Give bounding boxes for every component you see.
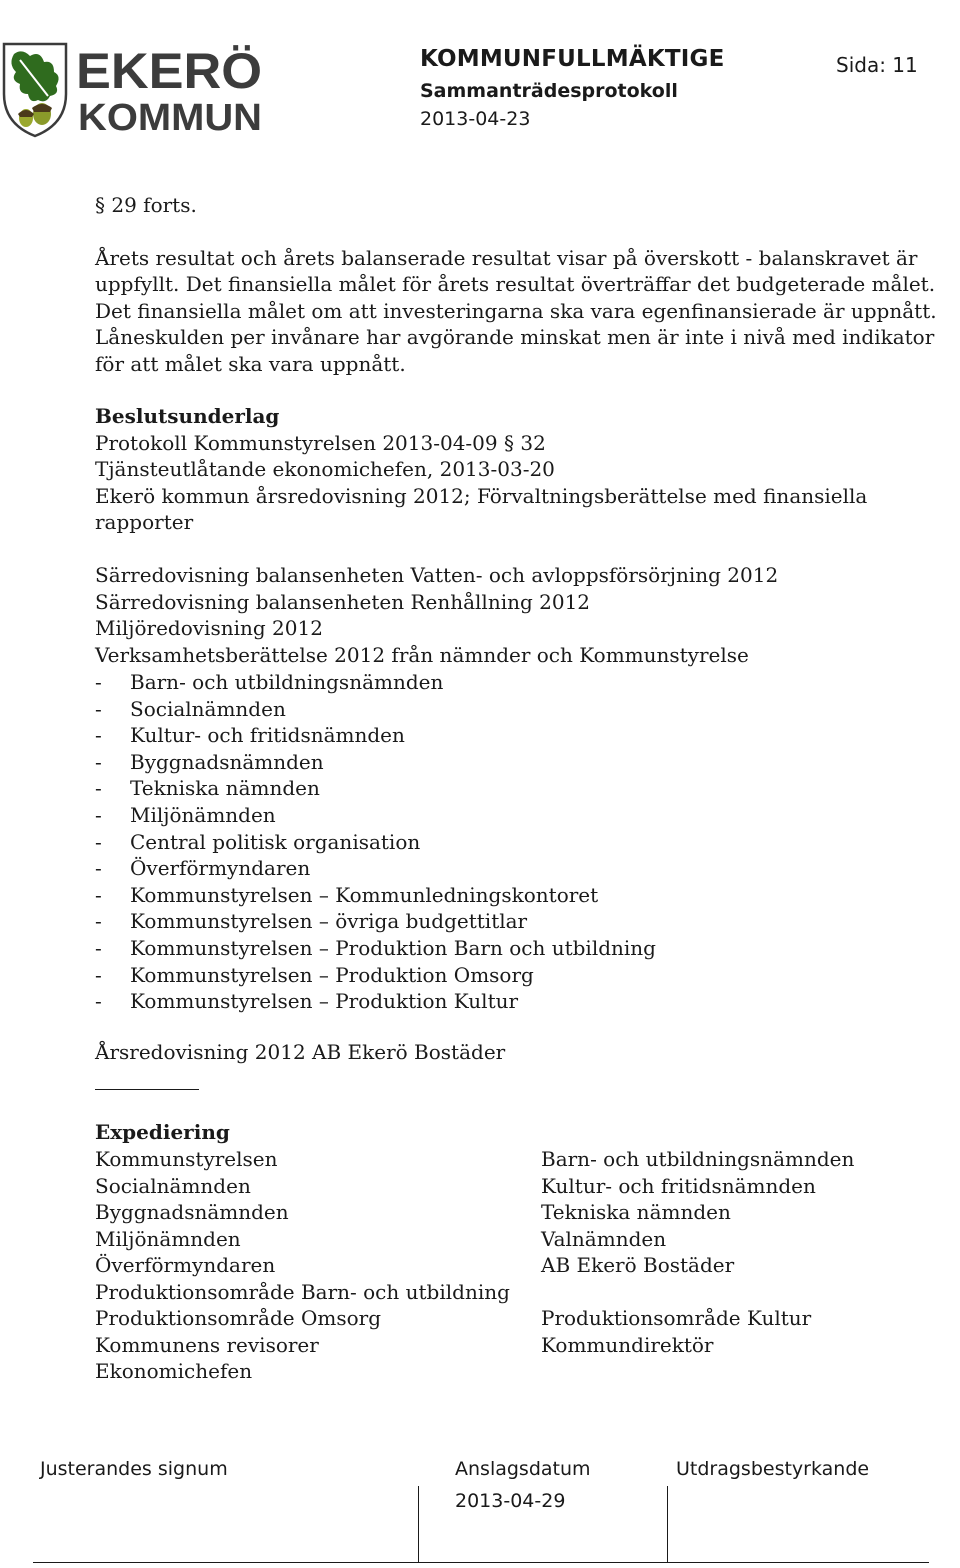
- expediering-right-column: [541, 1146, 854, 1358]
- logo-text-ekero: EKERÖ: [76, 43, 262, 99]
- list-item-text: Central politisk organisation: [130, 829, 421, 854]
- list-item-text: Kommunstyrelsen – Produktion Barn och utbildning: [130, 935, 656, 960]
- list-dash: -: [95, 882, 102, 907]
- list-dash: -: [95, 696, 102, 721]
- recipient: Produktionsområde Omsorg: [95, 1306, 381, 1330]
- list-dash: -: [95, 989, 102, 1014]
- recipient: Valnämnden: [541, 1226, 667, 1251]
- list-dash: -: [95, 962, 102, 987]
- list-dash: -: [95, 723, 102, 748]
- reference-line: Verksamhetsberättelse 2012 från nämnder och Kommunstyrelse: [95, 643, 749, 667]
- list-dash: -: [95, 802, 102, 827]
- list-item: [95, 935, 656, 962]
- list-item: [95, 802, 656, 829]
- footer-posted-label: Anslagsdatum: [455, 1458, 591, 1480]
- list-dash: -: [95, 829, 102, 854]
- ekero-kommun-logo: [0, 38, 270, 138]
- list-item-text: Socialnämnden: [130, 696, 286, 721]
- list-item-text: Tekniska nämnden: [130, 776, 320, 801]
- footer-divider: [418, 1486, 419, 1562]
- list-dash: -: [95, 856, 102, 881]
- list-item-text: Kommunstyrelsen – Kommunledningskontoret: [130, 882, 599, 907]
- footer-certify-label: Utdragsbestyrkande: [676, 1458, 870, 1480]
- meeting-date: 2013-04-23: [420, 108, 531, 130]
- document-title: KOMMUNFULLMÄKTIGE: [420, 46, 725, 72]
- recipient: Kommunens revisorer: [95, 1332, 319, 1357]
- paragraph-line: Det finansiella målet om att investeringarna ska vara egenfinansierade är uppnått.: [95, 299, 937, 323]
- list-item: [95, 669, 656, 696]
- recipient: Kommundirektör: [541, 1332, 714, 1357]
- list-item-text: Miljönämnden: [130, 802, 276, 827]
- list-item-text: Byggnadsnämnden: [130, 749, 324, 774]
- document-subtitle: Sammanträdesprotokoll: [420, 80, 678, 102]
- logo-text-kommun: KOMMUN: [78, 97, 262, 138]
- list-item: [95, 775, 656, 802]
- footer-bottom-rule: [33, 1562, 929, 1563]
- recipient: Miljönämnden: [95, 1226, 241, 1251]
- reference-line: Miljöredovisning 2012: [95, 616, 323, 640]
- page-number: Sida: 11: [836, 53, 918, 77]
- list-dash: -: [95, 670, 102, 694]
- recipient: Produktionsområde Kultur: [541, 1306, 812, 1330]
- list-dash: -: [95, 909, 102, 934]
- list-item: [95, 829, 656, 856]
- committee-report-list: [95, 669, 656, 1015]
- list-dash: -: [95, 935, 102, 960]
- reference-line: Tjänsteutlåtande ekonomichefen, 2013-03-20: [95, 457, 555, 481]
- paragraph-line: uppfyllt. Det finansiella målet för årets resultat överträffar det budgeterade målet.: [95, 272, 936, 296]
- list-item: [95, 855, 656, 882]
- list-item: [95, 722, 656, 749]
- reference-line: Protokoll Kommunstyrelsen 2013-04-09 § 32: [95, 431, 546, 455]
- list-item-text: Kommunstyrelsen – Produktion Kultur: [130, 989, 519, 1014]
- reference-line: rapporter: [95, 510, 194, 534]
- recipient: AB Ekerö Bostäder: [541, 1253, 735, 1277]
- footer-signature-label: Justerandes signum: [40, 1458, 228, 1480]
- list-item-text: Överförmyndaren: [130, 856, 311, 881]
- list-item: [95, 908, 656, 935]
- recipient: Kultur- och fritidsnämnden: [541, 1173, 816, 1198]
- list-dash: -: [95, 749, 102, 774]
- list-item: [95, 882, 656, 909]
- beslutsunderlag-heading: Beslutsunderlag: [95, 404, 280, 428]
- list-item: [95, 749, 656, 776]
- recipient: Barn- och utbildningsnämnden: [541, 1147, 855, 1171]
- footer-posted-date: 2013-04-29: [455, 1490, 566, 1512]
- list-item-text: Kommunstyrelsen – Produktion Omsorg: [130, 962, 534, 987]
- recipient: Produktionsområde Barn- och utbildning: [95, 1279, 510, 1304]
- reference-line: Särredovisning balansenheten Renhållning 2012: [95, 590, 591, 614]
- list-item: [95, 962, 656, 989]
- section-divider: [95, 1089, 199, 1090]
- expediering-heading: Expediering: [95, 1120, 230, 1144]
- reference-line: Särredovisning balansenheten Vatten- och avloppsförsörjning 2012: [95, 563, 779, 587]
- recipient: Byggnadsnämnden: [95, 1200, 289, 1224]
- recipient: Tekniska nämnden: [541, 1200, 731, 1224]
- paragraph-line: Årets resultat och årets balanserade resultat visar på överskott - balanskravet är: [95, 246, 918, 270]
- list-item: [95, 696, 656, 723]
- list-item-text: Barn- och utbildningsnämnden: [130, 670, 444, 694]
- section-heading: § 29 forts.: [95, 193, 197, 217]
- list-item-text: Kommunstyrelsen – övriga budgettitlar: [130, 909, 528, 934]
- list-item: [95, 988, 656, 1015]
- recipient: [541, 1279, 854, 1306]
- recipient: Kommunstyrelsen: [95, 1147, 278, 1171]
- recipient: Socialnämnden: [95, 1173, 251, 1198]
- annual-report-line: Årsredovisning 2012 AB Ekerö Bostäder: [95, 1040, 506, 1064]
- list-dash: -: [95, 776, 102, 801]
- footer-divider: [667, 1486, 668, 1562]
- reference-line: Ekerö kommun årsredovisning 2012; Förvaltningsberättelse med finansiella: [95, 484, 868, 508]
- expediering-left-column: [95, 1146, 510, 1385]
- recipient: Överförmyndaren: [95, 1253, 276, 1277]
- paragraph-line: Låneskulden per invånare har avgörande minskat men är inte i nivå med indikator: [95, 325, 935, 349]
- recipient: Ekonomichefen: [95, 1359, 253, 1383]
- list-item-text: Kultur- och fritidsnämnden: [130, 723, 405, 748]
- paragraph-line: för att målet ska vara uppnått.: [95, 352, 406, 376]
